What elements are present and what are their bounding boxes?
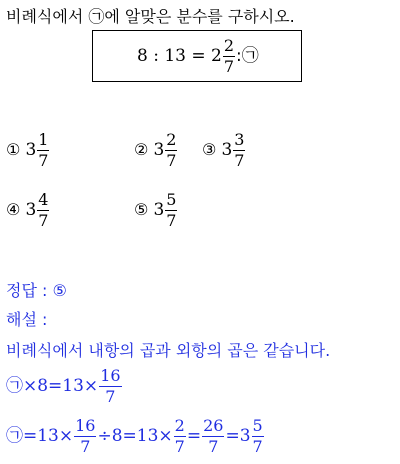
step2-f4-den: 7 [252, 437, 263, 456]
choice-den: 7 [38, 211, 49, 230]
choice-whole: 3 [221, 140, 233, 160]
equation [137, 38, 259, 75]
choice-den: 7 [234, 151, 245, 170]
equation-left: 8 : 13 = 2 [137, 46, 222, 66]
step2-part-3: = [186, 426, 202, 446]
choice-4[interactable] [6, 192, 50, 229]
choice-fraction [37, 192, 49, 229]
choice-num: 1 [38, 130, 49, 149]
choice-whole: 3 [25, 200, 37, 220]
step2-f2-den: 7 [174, 437, 185, 456]
choice-whole: 3 [153, 200, 165, 220]
choice-marker: ② [134, 140, 149, 159]
choice-2[interactable] [134, 132, 178, 169]
step2-f3-num: 26 [203, 416, 224, 435]
choice-fraction [233, 132, 245, 169]
step2-f3-den: 7 [208, 437, 219, 456]
step2-part-4: =3 [225, 426, 251, 446]
choice-num: 2 [166, 130, 177, 149]
equation-fraction [223, 38, 235, 75]
choice-num: 5 [166, 190, 177, 209]
solution-step-1 [6, 368, 123, 405]
explanation-text: 비례식에서 내항의 곱과 외항의 곱은 같습니다. [6, 341, 331, 360]
choice-3[interactable] [202, 132, 246, 169]
choice-fraction [37, 132, 49, 169]
equation-fraction-num: 2 [223, 36, 235, 55]
answer-label: 정답 : ⑤ [6, 281, 67, 300]
choice-fraction [165, 192, 177, 229]
solution-step-2 [6, 418, 265, 455]
choice-1[interactable] [6, 132, 50, 169]
choice-whole: 3 [153, 140, 165, 160]
choice-den: 7 [166, 151, 177, 170]
step2-fraction-2 [174, 418, 186, 455]
step2-f1-den: 7 [80, 437, 91, 456]
step2-fraction-1 [74, 418, 96, 455]
choice-num: 3 [234, 130, 245, 149]
choice-marker: ④ [6, 200, 21, 219]
step2-f4-num: 5 [252, 416, 263, 435]
step2-part-1: ㉠=13× [6, 426, 74, 446]
step1-lhs: ㉠×8=13× [6, 376, 99, 396]
step2-fraction-4 [252, 418, 264, 455]
step2-fraction-3 [202, 418, 224, 455]
step1-den: 7 [105, 387, 116, 406]
equation-right: :㉠ [236, 46, 259, 66]
choice-marker: ⑤ [134, 200, 149, 219]
choice-den: 7 [38, 151, 49, 170]
equation-box [92, 30, 302, 82]
explanation-label: 해설 : [6, 310, 48, 329]
step1-fraction [99, 368, 121, 405]
choice-fraction [165, 132, 177, 169]
choice-marker: ① [6, 140, 21, 159]
step2-f2-num: 2 [174, 416, 185, 435]
question-text: 비례식에서 ㉠에 알맞은 분수를 구하시오. [6, 7, 295, 26]
choice-num: 4 [38, 190, 49, 209]
choice-marker: ③ [202, 140, 217, 159]
choice-5[interactable] [134, 192, 178, 229]
choice-whole: 3 [25, 140, 37, 160]
step2-f1-num: 16 [75, 416, 96, 435]
equation-fraction-den: 7 [223, 57, 235, 76]
step2-part-2: ÷8=13× [97, 426, 173, 446]
step1-num: 16 [100, 366, 121, 385]
choice-den: 7 [166, 211, 177, 230]
